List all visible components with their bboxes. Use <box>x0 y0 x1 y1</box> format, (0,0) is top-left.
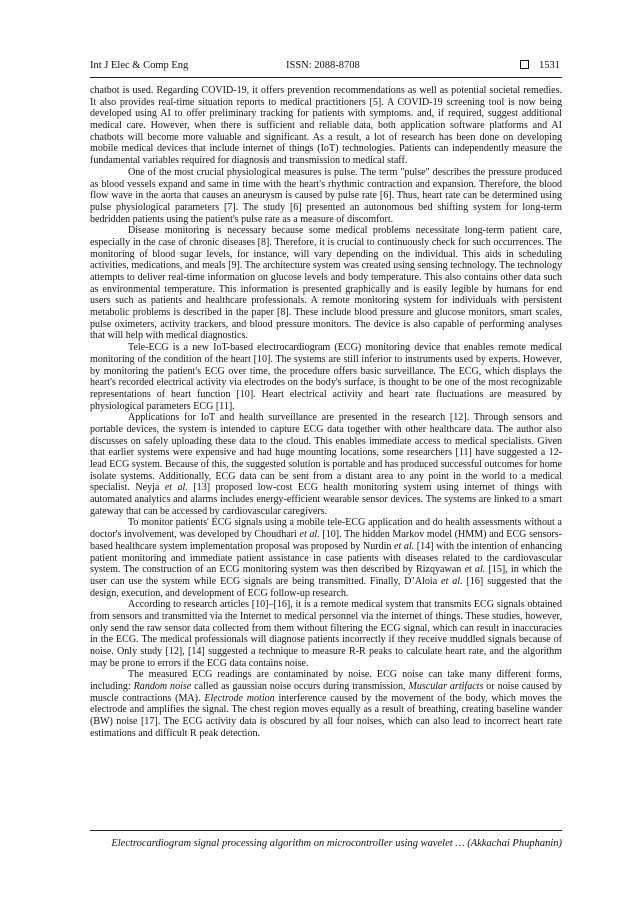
paragraph: The measured ECG readings are contaminated by noise. ECG noise can take many different forms, including: Random noise called as gaussian noise occurs during transmission, Muscular artifacts or noise caused by muscle contractions (MA). Electrode motion interference caused by the movement of the body, which moves the electrode and amplifies the signal. The chest region moves equally as a result of breathing, creating baseline wander (BW) noise [17]. The ECG activity data is obscured by all four noises, which can also lead to incorrect heart rate estimations and difficult R peak detection. <box>90 669 562 739</box>
journal-name: Int J Elec & Comp Eng <box>90 60 189 71</box>
paragraph: chatbot is used. Regarding COVID-19, it offers prevention recommendations as well as potential societal remedies. It also provides real-time situation reports to medical practitioners [5]. A COVID-19 screening tool is now being developed using AI to offer preliminary tracking for patients with symptoms. and, if required, suggest additional medical care. However, when there is sufficient and reliable data, both application software platforms and AI chatbots will become more valuable and significant. As a result, a lot of research has been done on developing mobile medical devices that include internet of things (IoT) technologies. Patients can independently measure the fundamental variables required for diagnosis and transmission to medical staff. <box>90 85 562 167</box>
page-header <box>90 60 560 76</box>
header-rule <box>90 77 562 78</box>
paragraph: To monitor patients' ECG signals using a mobile tele-ECG application and do health assessments without a doctor's involvement, was developed by Choudhari et al. [10]. The hidden Markov model (HMM) and ECG sensors-based healthcare system implementation proposal was proposed by Nurdin et al. [14] with the intention of enhancing patient monitoring and immediate patient assistance in case patients with diseases related to the cardiovascular system. The construction of an ECG monitoring system was then described by Rizqyawan et al. [15], in which the user can use the system while ECG signals are being transmitted. Finally, D’Aloia et al. [16] suggested that the design, execution, and development of ECG follow-up research. <box>90 517 562 599</box>
footer-rule <box>90 830 562 831</box>
paragraph: According to research articles [10]–[16], it is a remote medical system that transmits ECG signals obtained from sensors and transmitted via the Internet to medical personnel via the internet of things. These studies, however, only send the raw sensor data collected from them without filtering the ECG signal, which can result in inaccuracies in the ECG. The medical professionals will diagnose patients incorrectly if they receive muddled signals because of noise. Only study [12], [14] suggested a technique to measure R-R peaks to calculate heart rate, and the algorithm may be prone to errors if the ECG data contains noise. <box>90 599 562 669</box>
running-title: Electrocardiogram signal processing algorithm on microcontroller using wavelet … (Akkachai Phuphanin) <box>111 838 562 849</box>
paragraph: Applications for IoT and health surveillance are presented in the research [12]. Through sensors and portable devices, the system is intended to capture ECG data together with other healthcare data. The author also discusses on safely uploading these data to the cloud. This enables immediate access to medical specialists. Given that earlier systems were expensive and had huge mounting locations, some researchers [11] have suggested a 12-lead ECG system. Because of this, the suggested solution is portable and has produced successful outcomes for home isolate systems. Additionally, ECG data can be sent from a distant area to any point in the world to a medical specialist. Neyja et al. [13] proposed low-cost ECG health monitoring system using internet of things with automated analytics and alarms includes energy-efficient wearable sensor devices. The systems are linked to a smart gateway that can be accessed by cardiovascular caregivers. <box>90 412 562 517</box>
paragraph: One of the most crucial physiological measures is pulse. The term "pulse" describes the pressure produced as blood vessels expand and same in time with the heart's rhythmic contraction and expansion. Therefore, the blood flow wave in the aorta that causes an aneurysm is caused by pulse rate [6]. Thus, heart rate can be determined using pulse physiological parameters [7]. The study [6] presented an autonomous bed shifting system for long-term bedridden patients using the patient's pulse rate as a measure of discomfort. <box>90 166 562 225</box>
checkbox-icon <box>520 60 529 69</box>
issn: ISSN: 2088-8708 <box>286 60 360 71</box>
paragraph: Disease monitoring is necessary because some medical problems necessitate long-term patient care, especially in the case of chronic diseases [8]. Therefore, it is crucial to continuously check for such occurrences. The monitoring of blood sugar levels, for instance, will vary depending on the individual. This aids in scheduling activities, medications, and meals [9]. The architecture system was created using sensing technology. The technology attempts to deliver real-time information on glucose levels and body temperature. This also contains other data such as environmental temperature. This information is presented graphically and is easily legible by humans for end users such as patients and healthcare professionals. A remote monitoring system for individuals with persistent metabolic problems is described in the paper [8]. These include blood pressure and glucose monitors, smart scales, pulse oximeters, activity trackers, and blood pressure monitors. The device is also capable of performing analyses that will help with medical diagnostics. <box>90 225 562 342</box>
body-text <box>90 85 562 740</box>
page-number: 1531 <box>539 60 560 71</box>
page-number-group <box>520 60 560 71</box>
paragraph: Tele-ECG is a new IoT-based electrocardiogram (ECG) monitoring device that enables remote medical monitoring of the condition of the heart [10]. The systems are still inferior to instruments used by experts. However, by monitoring the patient's ECG over time, the procedure offers basic surveillance. The ECG, which displays the heart's recorded electrical activity via electrodes on the body's surface, is thought to be one of the most recognizable representations of heart function [10]. Heart electrical activity and heart rate fluctuations are measured by physiological parameters ECG [11]. <box>90 342 562 412</box>
